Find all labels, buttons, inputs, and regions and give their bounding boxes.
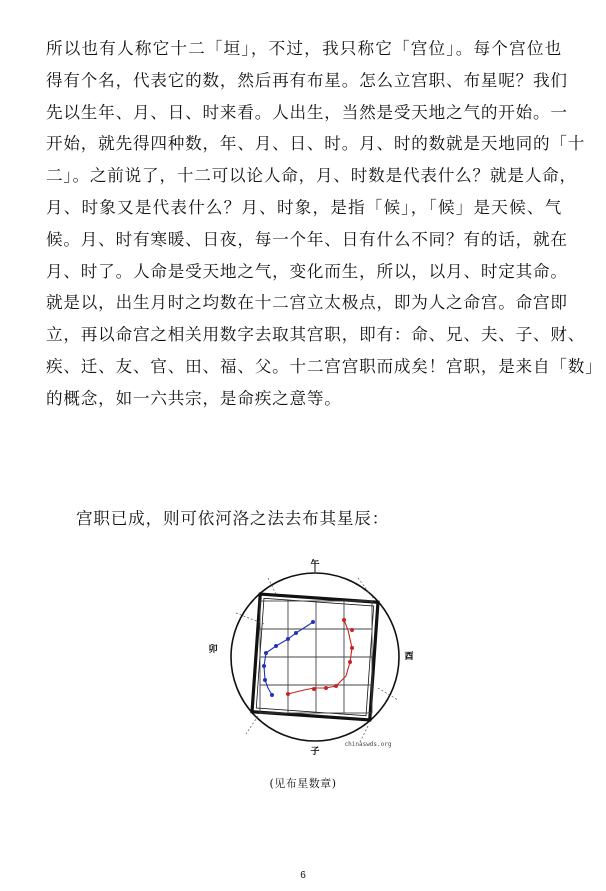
figure-caption: (见布星数章) <box>269 777 337 790</box>
label-bottom: 子 <box>310 747 320 757</box>
body-line: 得有个名，代表它的数，然后再有布星。怎么立宫职、布星呢？我们 <box>46 70 568 90</box>
body-line: 所以也有人称它十二「垣」，不过，我只称它「宫位」。每个宫位也 <box>46 39 562 58</box>
body-line: 先以生年、月、日、时来看。人出生，当然是受天地之气的开始。一 <box>46 102 568 122</box>
blue-star-points <box>262 620 315 697</box>
body-line: 候。月、时有寒暖、日夜，每一个年、日有什么不同？有的话，就在 <box>46 229 568 249</box>
body-line: 的概念，如一六共宗，是命疾之意等。 <box>46 388 342 408</box>
label-right: 酉 <box>404 652 414 662</box>
body-line: 月、时了。人命是受天地之气，变化而生，所以，以月、时定其命。 <box>46 261 568 281</box>
body-line: 疾、迁、友、官、田、福、父。十二宫宫职而成矣！宫职，是来自「数」 <box>46 356 603 376</box>
body-line: 二」。之前说了，十二可以论人命，月、时数是代表什么？就是人命， <box>46 166 577 186</box>
blue-star-path <box>264 622 313 695</box>
palace-grid <box>260 601 372 713</box>
label-left: 卯 <box>208 645 218 655</box>
body-line: 开始，就先得四种数，年、月、日、时。月、时的数就是天地同的「十 <box>46 134 586 154</box>
lead-sentence: 宫职已成，则可依河洛之法去布其星辰： <box>76 509 390 528</box>
diagram-watermark: chinaswds.org <box>344 741 392 748</box>
body-paragraph <box>46 33 603 415</box>
page-number: 6 <box>300 870 306 881</box>
diagram-svg <box>208 558 414 763</box>
body-line: 月、时象又是代表什么？月、时象，是指「候」，「候」是天候、气 <box>46 197 562 217</box>
star-layout-diagram <box>208 558 414 763</box>
label-top: 午 <box>310 560 320 570</box>
body-line: 立，再以命宫之相关用数字去取其宫职，即有：命、兄、夫、子、财、 <box>46 325 586 345</box>
body-line: 就是以，出生月时之均数在十二宫立太极点，即为人之命宫。命宫即 <box>46 293 568 313</box>
